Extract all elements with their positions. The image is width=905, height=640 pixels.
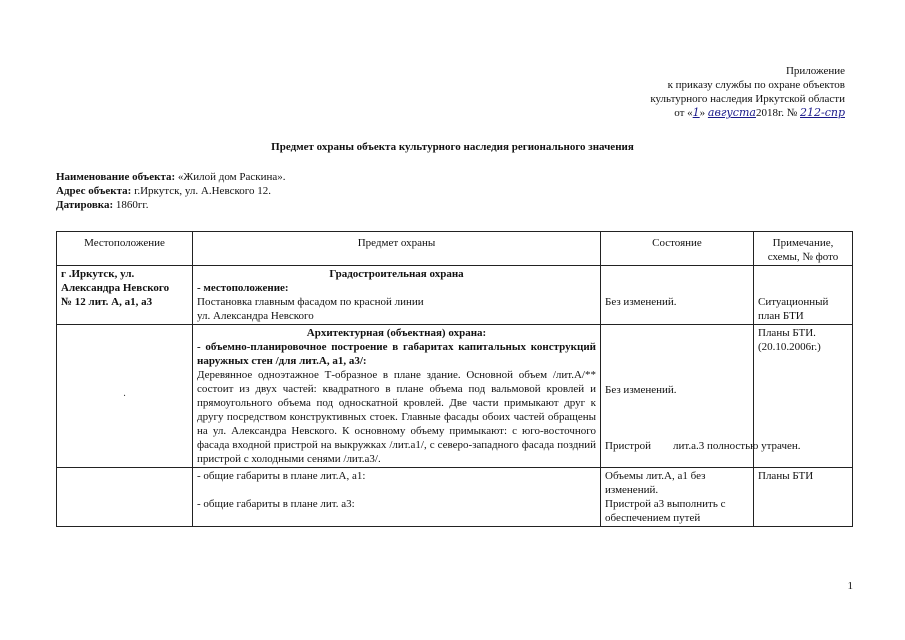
- state-text: Без изменений.: [605, 384, 677, 396]
- cell-location: г .Иркутск, ул. Александра Невского № 12 лит. А, а1, а3: [57, 266, 193, 325]
- table-row: [57, 266, 853, 325]
- scan-mark: ·: [122, 390, 127, 402]
- table-header-row: [57, 232, 853, 266]
- cell-state: [601, 468, 754, 527]
- cell-note: Ситуационный план БТИ: [754, 266, 853, 325]
- table-row: [57, 468, 853, 527]
- date-value: 1860гг.: [115, 199, 149, 211]
- date-year: 2018г. №: [755, 107, 798, 119]
- cell-note: Планы БТИ: [754, 468, 853, 527]
- cell-state: Без изменений.: [601, 266, 754, 325]
- item-text: - общие габариты в плане лит. а3:: [197, 498, 355, 510]
- header-note: Примечание, схемы, № фото: [754, 232, 853, 266]
- date-day-handwritten: 1: [692, 106, 700, 119]
- order-number-handwritten: 212-спр: [800, 106, 845, 119]
- date-label: Датировка:: [56, 199, 114, 211]
- protection-table: [56, 231, 853, 527]
- cell-location-empty: [57, 468, 193, 527]
- date-prefix: от «: [674, 107, 693, 119]
- item-text: Деревянное одноэтажное Т-образное в плане здание. Основной объем /лит.А/** состоит из двух частей: квадратного в плане объема под вальмовой кровлей и прямоугольного объема под односкатной кровлей. Две части примыкают друг к другу посредством конструктивных стоек. Главные фасады обоих частей обращены на ул. Александра Невского. К основному объему примыкают: с юго-восточного фасада входной пристрой на выкружках /лит.а1/, с северо-западного фасада поздний пристрой с холодными сенями /лит.а3/.: [197, 369, 596, 465]
- state-text: Объемы лит.А, а1 без изменений.: [605, 470, 706, 496]
- object-name-line: [56, 170, 286, 184]
- appendix-line: культурного наследия Иркутской области: [650, 93, 845, 105]
- section-title: Градостроительная охрана: [329, 268, 464, 280]
- object-date-line: [56, 198, 286, 212]
- cell-note: Планы БТИ. (20.10.2006г.): [754, 325, 853, 468]
- cell-subject: [193, 325, 601, 468]
- header-location: Местоположение: [57, 232, 193, 266]
- appendix-block: [515, 64, 845, 120]
- page-number: 1: [847, 580, 853, 592]
- table-row: [57, 325, 853, 468]
- item-text: Постановка главным фасадом по красной линии ул. Александра Невского: [197, 296, 424, 322]
- name-value: «Жилой дом Раскина».: [177, 171, 286, 183]
- item-title: - объемно-планировочное построение в габаритах капитальных конструкций наружных стен /для лит.А, а1, а3/:: [197, 341, 596, 367]
- header-state: Состояние: [601, 232, 754, 266]
- object-meta: [56, 170, 286, 212]
- name-label: Наименование объекта:: [56, 171, 176, 183]
- header-subject: Предмет охраны: [193, 232, 601, 266]
- item-text: - общие габариты в плане лит.А, а1:: [197, 470, 366, 482]
- date-mid: »: [699, 107, 706, 119]
- appendix-date-line: [515, 106, 845, 120]
- address-value: г.Иркутск, ул. А.Невского 12.: [134, 185, 271, 197]
- cell-location-empty: [57, 325, 193, 468]
- address-label: Адрес объекта:: [56, 185, 132, 197]
- state-text: Пристрой лит.а.3 полностью утрачен.: [605, 440, 801, 452]
- item-title: - местоположение:: [197, 282, 289, 294]
- date-month-handwritten: августа: [707, 106, 756, 119]
- cell-subject: [193, 266, 601, 325]
- document-title: Предмет охраны объекта культурного наследия регионального значения: [271, 141, 634, 153]
- section-title: Архитектурная (объектная) охрана:: [306, 327, 487, 339]
- appendix-title: Приложение: [785, 65, 845, 77]
- object-address-line: [56, 184, 286, 198]
- state-text: Пристрой а3 выполнить с обеспечением путей: [605, 498, 726, 524]
- appendix-line: к приказу службы по охране объектов: [667, 79, 845, 91]
- cell-subject: [193, 468, 601, 527]
